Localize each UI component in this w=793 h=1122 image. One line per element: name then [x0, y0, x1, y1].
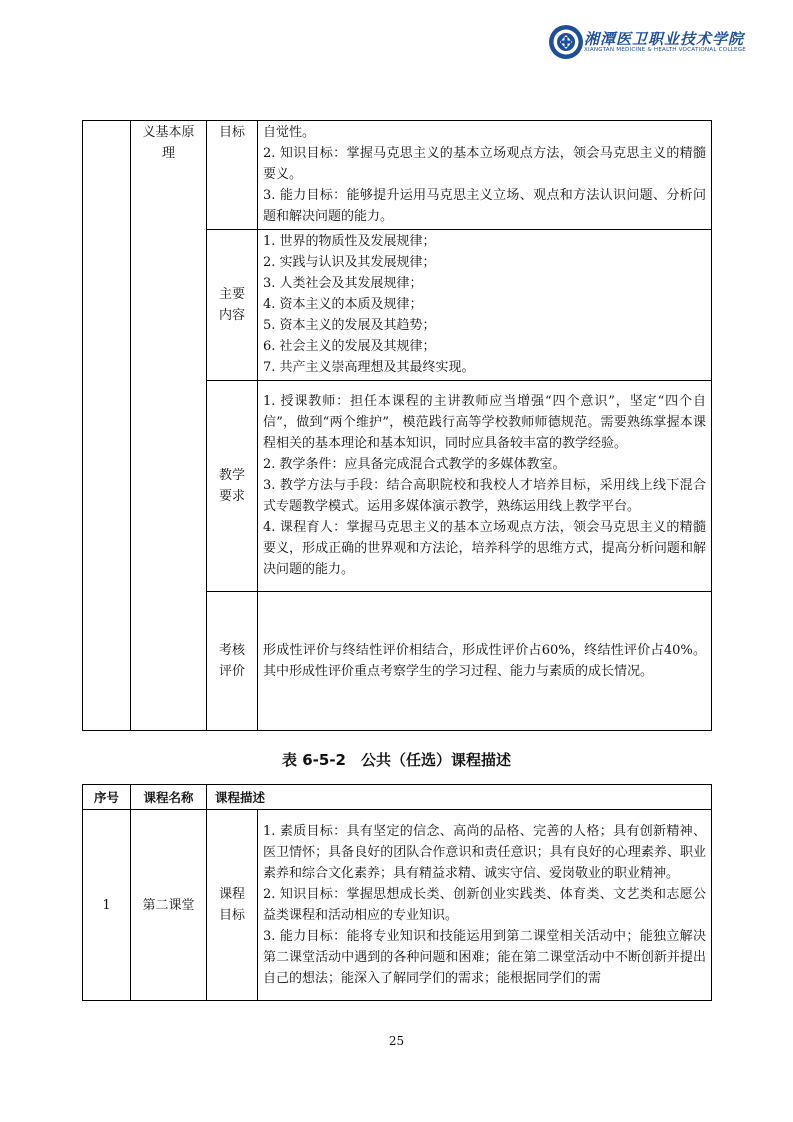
requirements-content-cell	[258, 381, 712, 592]
row-content-cell	[258, 810, 712, 1001]
row-line: 3. 能力目标：能将专业知识和技能运用到第二课堂相关活动中；能独立解决第二课堂活动中遇到的各种问题和困难；能在第二课堂活动中不断创新并提出自己的想法；能深入了解同学们的需求；能根据同学们的需	[263, 929, 707, 986]
school-name: 湘潭医卫职业技术学院	[584, 30, 745, 48]
requirements-line: 3. 教学方法与手段：结合高职院校和我校人才培养目标，采用线上线下混合式专题教学模式。运用多媒体演示教学，熟练运用线上教学平台。	[263, 478, 706, 514]
requirements-label-cell	[207, 381, 258, 592]
content-line: 1. 世界的物质性及发展规律；	[263, 234, 436, 249]
table-row-objectives	[83, 121, 712, 230]
objectives-line: 3. 能力目标：能够提升运用马克思主义立场、观点和方法认识问题、分析问题和解决问题的能力。	[263, 188, 706, 224]
assessment-label-cell	[207, 592, 258, 731]
content-line: 5. 资本主义的发展及其趋势；	[263, 318, 436, 333]
assessment-label: 考核评价	[218, 643, 245, 679]
assessment-line: 形成性评价与终结性评价相结合，形成性评价占60%，终结性评价占40%。其中形成性评价重点考察学生的学习过程、能力与素质的成长情况。	[263, 642, 706, 679]
course-name: 义基本原理	[142, 125, 195, 161]
objectives-label-cell	[207, 121, 258, 230]
objectives-line: 2. 知识目标：掌握马克思主义的基本立场观点方法，领会马克思主义的精髓要义。	[263, 146, 706, 182]
header-course-description: 课程描述	[207, 785, 712, 810]
objectives-label: 目标	[218, 125, 245, 140]
course-description-table-continued	[82, 120, 712, 731]
content-line: 7. 共产主义崇高理想及其最终实现。	[263, 360, 475, 375]
content-list-cell	[258, 230, 712, 381]
row-index: 1	[83, 810, 131, 1001]
requirements-line: 4. 课程育人：掌握马克思主义的基本立场观点方法，领会马克思主义的精髓要义，形成正确的世界观和方法论，培养科学的思维方式，提高分析问题和解决问题的能力。	[263, 520, 706, 577]
school-name-en: XIANGTAN MEDICINE & HEALTH VOCATIONAL COLLEGE	[584, 47, 746, 53]
header-index: 序号	[83, 785, 131, 810]
content-line: 6. 社会主义的发展及其规律；	[263, 339, 436, 354]
page-number: 25	[388, 1034, 405, 1048]
content-line: 3. 人类社会及其发展规律；	[263, 276, 423, 291]
table-header-row	[83, 785, 712, 810]
index-cell	[83, 121, 131, 731]
content-label: 主要内容	[218, 287, 245, 323]
assessment-content-cell	[258, 592, 712, 731]
row-line: 2. 知识目标：掌握思想成长类、创新创业实践类、体育类、文艺类和志愿公益类课程和活动相应的专业知识。	[263, 887, 707, 923]
table-caption: 表 6-5-2 公共（任选）课程描述	[282, 751, 511, 769]
row-line: 1. 素质目标：具有坚定的信念、高尚的品格、完善的人格；具有创新精神、医卫情怀；具备良好的团队合作意识和责任意识；具有良好的心理素养、职业素养和综合文化素养；具有精益求精、诚实守信、爱岗敬业的职业精神。	[263, 824, 707, 881]
row-course-name: 第二课堂	[131, 810, 207, 1001]
content-line: 2. 实践与认识及其发展规律；	[263, 255, 436, 270]
requirements-line: 1. 授课教师：担任本课程的主讲教师应当增强“四个意识”，坚定“四个自信”，做到“两个维护”，模范践行高等学校教师师德规范。需要熟练掌握本课程相关的基本理论和基本知识，同时应具备较丰富的教学经验。	[263, 394, 706, 451]
requirements-line: 2. 教学条件：应具备完成混合式教学的多媒体教室。	[263, 457, 566, 472]
table-row	[83, 810, 712, 1001]
requirements-label: 教学要求	[218, 468, 245, 504]
row-sub-label: 课程目标	[207, 810, 258, 1001]
public-elective-course-table	[82, 784, 712, 1001]
course-name-cell	[131, 121, 207, 731]
header-course-name: 课程名称	[131, 785, 207, 810]
objectives-content-cell	[258, 121, 712, 230]
objectives-line: 自觉性。	[263, 125, 316, 140]
content-line: 4. 资本主义的本质及规律；	[263, 297, 423, 312]
content-label-cell	[207, 230, 258, 381]
